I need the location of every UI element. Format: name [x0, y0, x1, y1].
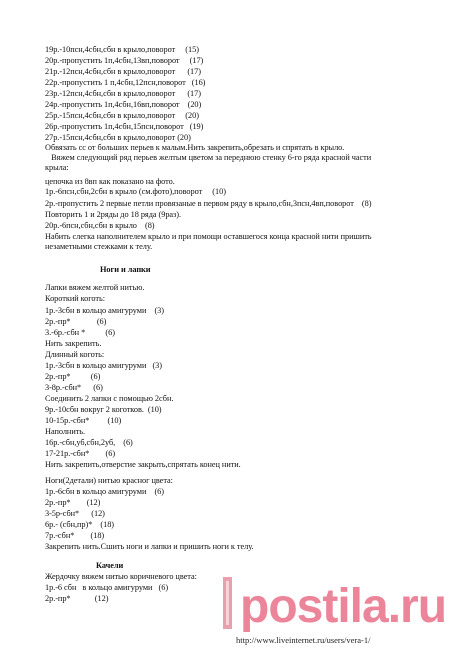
text-line: Закрепить нить.Сшить ноги и лапки и пришить ноги к телу.	[45, 542, 254, 551]
text-line: Соединить 2 лапки с помощью 2сбн.	[45, 394, 174, 403]
section-heading: Качели	[96, 561, 124, 570]
text-line: 3-8р.-сбн* (6)	[45, 383, 103, 392]
text-line: 1р.-6псн,сбн,2сбн в крыло (см.фото),поворот (10)	[45, 187, 226, 196]
text-line: 3-5р-сбн* (12)	[45, 509, 105, 518]
text-line: Жердочку вяжем нитью коричневого цвета:	[45, 572, 197, 581]
text-line: 19р.-10псн,4сбн,сбн в крыло,поворот (15)	[45, 45, 199, 54]
text-line: Лапки вяжем желтой нитью.	[45, 283, 145, 292]
text-line: 9р.-10сбн вокруг 2 коготков. (10)	[45, 405, 162, 414]
text-line: 22р.-пропустить 1 п,4сбн,12псн,поворот (16)	[45, 78, 206, 87]
text-line: 24р.-пропустить 1п,4сбн,16вп,поворот (20)	[45, 100, 202, 109]
text-line: 21р.-12псн,4сбн,сбн в крыло,поворот (17)	[45, 67, 201, 76]
section-heading: Ноги и лапки	[100, 265, 151, 274]
text-line: незаметными стежками к телу.	[45, 242, 153, 251]
text-line: Набить слегка наполнителем крыло и при помощи оставшегося конца красной нити пришить	[45, 232, 372, 241]
text-line: 23р.-12псн,4сбн,сбн в крыло,поворот (17)	[45, 89, 201, 98]
text-line: Нить закрепить.	[45, 339, 102, 348]
text-line: 2р.-пр* (12)	[45, 594, 109, 603]
text-line: 2р.-пр* (6)	[45, 317, 107, 326]
watermark-logo: postila.ru	[240, 580, 447, 633]
text-line: Повторить 1 и 2ряды до 18 ряда (9раз).	[45, 210, 182, 219]
text-line: Короткий коготь:	[45, 294, 105, 303]
text-line: Обвязать сс от больших перьев к малым.Нить закрепить,обрезать и спрятать в крыло.	[45, 143, 345, 152]
text-line: 3.-6р.-сбн * (6)	[45, 328, 115, 337]
text-line: 2р.-пр* (12)	[45, 498, 101, 507]
text-line: 2р.-пропустить 2 первые петли провязаные в первом ряду в крыло,сбн,3псн,4вп,поворот (8)	[45, 199, 372, 208]
text-line: Нить закрепить,отверстие закрыть,спрятать конец нити.	[45, 460, 241, 469]
text-line: крыла:	[45, 163, 69, 172]
text-line: 6р.- (сбн,пр)* (18)	[45, 520, 115, 529]
text-line: 26р.-пропустить 1п,4сбн,15псн,поворот (19)	[45, 122, 204, 131]
text-line: 16р.-сбн,уб,сбн,2уб, (6)	[45, 438, 133, 447]
text-line: 2р.-пр* (6)	[45, 372, 101, 381]
text-line: Длинный коготь:	[45, 350, 105, 359]
text-line: 1р.-3сбн в кольцо амигуруми (3)	[45, 361, 162, 370]
watermark-url: http://www.liveinternet.ru/users/vera-1/	[236, 635, 371, 645]
text-line: Наполнить.	[45, 427, 86, 436]
text-line: цепочка из 8вп как показано на фото.	[45, 177, 175, 186]
text-line: 1р.-6сбн в кольцо амигуруми (6)	[45, 487, 164, 496]
text-line: 17-21р.-сбн* (6)	[45, 449, 116, 458]
text-line: 1р.-6 сбн в кольцо амигуруми (6)	[45, 583, 169, 592]
watermark-logo-icon	[223, 577, 232, 629]
text-line: 25р.-15псн,4сбн,сбн в крыло,поворот (20)	[45, 111, 199, 120]
text-line: 20р.-6псн,сбн,сбн в крыло (8)	[45, 221, 155, 230]
text-line: 10-15р.-сбн* (10)	[45, 416, 122, 425]
text-line: 20р.-пропустить 1п,4сбн,13вп,поворот (17)	[45, 56, 204, 65]
text-line: 1р.-3сбн в кольцо амигуруми (3)	[45, 306, 164, 315]
text-line: 7р.-сбн* (18)	[45, 531, 105, 540]
text-line: Ноги(2детали) нитью красног цвета:	[45, 476, 173, 485]
text-line: 27р.-15псн,4сбн,сбн в крыло,поворот (20)	[45, 133, 191, 142]
text-line: Вяжем следующий ряд перьев желтым цветом за переднюю стенку 6-го ряда красной части	[45, 153, 372, 162]
